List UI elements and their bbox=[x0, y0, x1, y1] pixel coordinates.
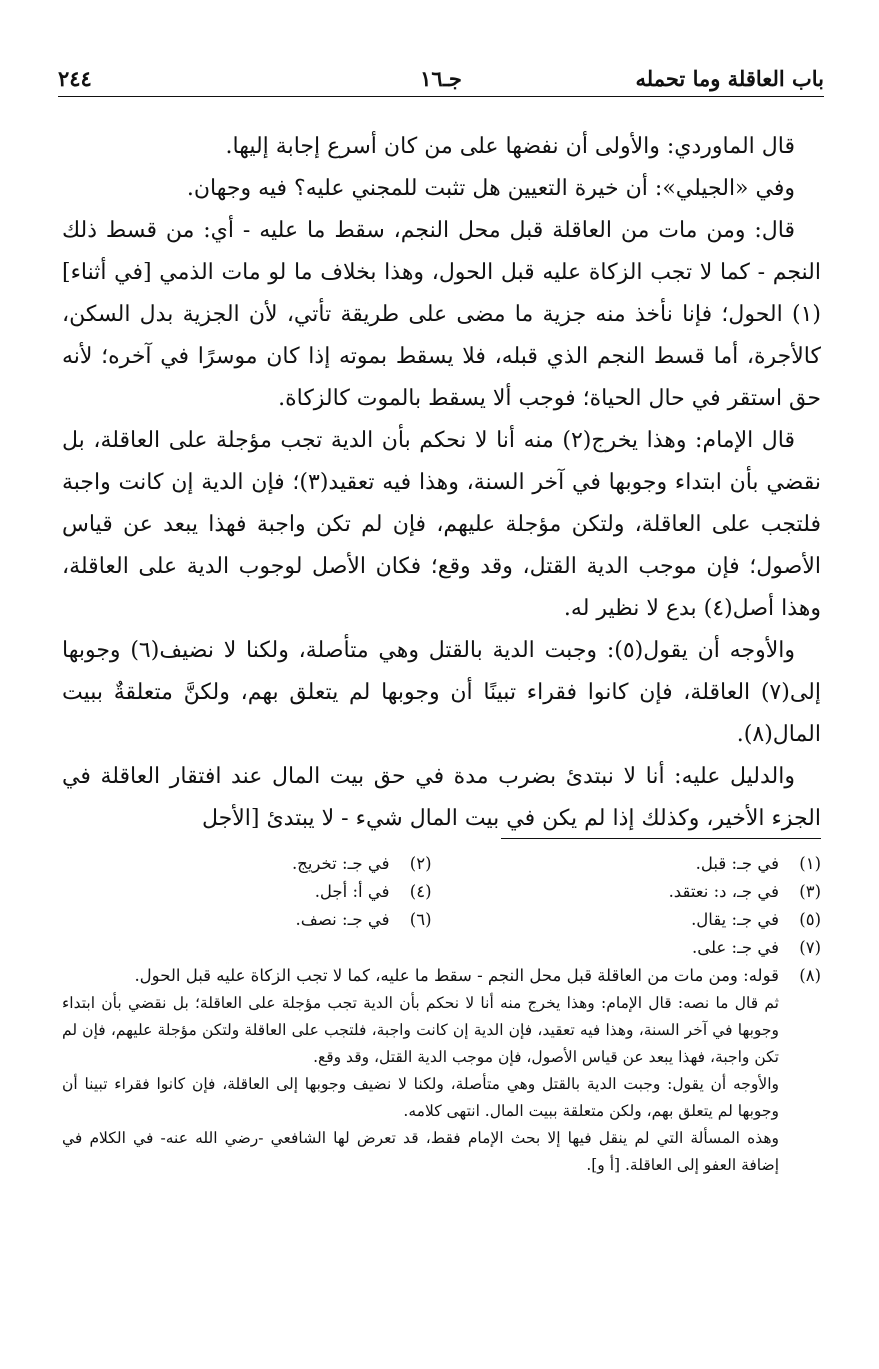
footnote-number: (١) bbox=[799, 854, 821, 873]
footnote-text: في جـ: تخريج. bbox=[291, 854, 390, 873]
footnote-number: (٤) bbox=[409, 882, 432, 901]
paragraph: وفي «الجيلي»: أن خيرة التعيين هل تثبت للمجني عليه؟ فيه وجهان. bbox=[186, 176, 795, 201]
footnote-text: في أ: أجل. bbox=[314, 882, 390, 901]
footnotes bbox=[62, 850, 821, 1179]
footnote-quote-paragraph: وهذه المسألة التي لم ينقل فيها إلا بحث الإمام فقط، قد تعرض لها الشافعي -رضي الله عنه- في الكلام في إضافة العفو إلى العاقلة. [أ و]. bbox=[62, 1129, 779, 1174]
running-title: باب العاقلة وما تحمله bbox=[635, 66, 824, 91]
footnote bbox=[452, 878, 822, 906]
footnote-long bbox=[62, 962, 821, 990]
footnote bbox=[452, 850, 822, 878]
paragraph: قال: ومن مات من العاقلة قبل محل النجم، سقط ما عليه - أي: من قسط ذلك النجم - كما لا تجب الزكاة عليه قبل الحول، وهذا بخلاف ما لو مات الذمي [في أثناء](١) الحول؛ فإنا نأخذ منه جزية ما مضى على طريقة تأتي، لأن الجزية بدل السكن، كالأجرة، أما قسط النجم الذي قبله، فلا يسقط بموته إذا كان موسرًا في آخره؛ لأنه حق استقر في حال الحياة؛ فوجب ألا يسقط بالموت كالزكاة. bbox=[62, 218, 821, 411]
footnote bbox=[62, 850, 432, 878]
paragraph: قال الإمام: وهذا يخرج(٢) منه أنا لا نحكم بأن الدية تجب مؤجلة على العاقلة، بل نقضي بأن ابتداء وجوبها في آخر السنة، وهذا فيه تعقيد(٣)؛ فإن الدية إن كانت واجبة فلتجب على العاقلة، ولتكن مؤجلة عليهم، فإن لم تكن واجبة فهذا يبعد عن قياس الأصول؛ فإن موجب الدية القتل، وقد وقع؛ فكان الأصل لوجوب الدية على العاقلة، وهذا أصل(٤) بدع لا نظير له. bbox=[62, 428, 821, 621]
footnote-number: (٣) bbox=[799, 882, 821, 901]
paragraph: والدليل عليه: أنا لا نبتدئ بضرب مدة في حق بيت المال عند افتقار العاقلة في الجزء الأخير، وكذلك إذا لم يكن في بيت المال شيء - لا يبتدئ [الأجل bbox=[62, 764, 821, 831]
footnote bbox=[62, 906, 432, 934]
footnote-text: في جـ، د: نعتقد. bbox=[668, 882, 779, 901]
footnote-quote-paragraph: ثم قال ما نصه: قال الإمام: وهذا يخرج منه أنا لا نحكم بأن الدية تجب مؤجلة على العاقلة؛ بل نقضي بأن ابتداء وجوبها في آخر السنة، وهذا فيه تعقيد، فإن الدية إن كانت واجبة، فلتجب على العاقلة ولتكن مؤجلة عليهم، فإن لم تكن واجبة، فهذا يبعد عن قياس الأصول، فإن موجب الدية القتل، وقد وقع. bbox=[62, 994, 779, 1066]
footnote-number: (٦) bbox=[409, 910, 432, 929]
page-header bbox=[58, 62, 824, 97]
footnote bbox=[452, 906, 822, 934]
footnote-text: في جـ: قبل. bbox=[695, 854, 779, 873]
footnote-number: (٥) bbox=[799, 910, 821, 929]
footnote-text: في جـ: يقال. bbox=[691, 910, 779, 929]
page-number: ٢٤٤ bbox=[58, 66, 92, 91]
short-footnotes bbox=[62, 850, 821, 962]
footnote-text: في جـ: على. bbox=[691, 938, 779, 957]
footnote-text: قوله: ومن مات من العاقلة قبل محل النجم - سقط ما عليه، كما لا تجب الزكاة عليه قبل الحول. bbox=[134, 966, 779, 985]
footnote-number: (٢) bbox=[409, 854, 432, 873]
footnote-text: في جـ: نصف. bbox=[295, 910, 390, 929]
footnote-quote bbox=[62, 990, 779, 1179]
footnote bbox=[62, 878, 432, 906]
main-text bbox=[62, 126, 821, 840]
footnote-quote-paragraph: والأوجه أن يقول: وجبت الدية بالقتل وهي متأصلة، ولكنا لا نضيف وجوبها إلى العاقلة، فإن كانوا فقراء تبينا أن وجوبها لم يتعلق بهم، ولكن متعلقة ببيت المال. انتهى كلامه. bbox=[62, 1075, 779, 1120]
footnote-number: (٧) bbox=[799, 938, 821, 957]
footnote bbox=[452, 934, 822, 962]
footnote-number: (٨) bbox=[799, 966, 821, 985]
paragraph: والأوجه أن يقول(٥): وجبت الدية بالقتل وهي متأصلة، ولكنا لا نضيف(٦) وجوبها إلى(٧) العاقلة، فإن كانوا فقراء تبينًا أن وجوبها لم يتعلق بهم، ولكنَّ متعلقةٌ ببيت المال(٨). bbox=[62, 638, 821, 747]
paragraph: قال الماوردي: والأولى أن نفضها على من كان أسرع إجابة إليها. bbox=[225, 134, 795, 159]
volume-label: جـ١٦ bbox=[420, 66, 462, 91]
footnote-separator bbox=[501, 838, 821, 839]
